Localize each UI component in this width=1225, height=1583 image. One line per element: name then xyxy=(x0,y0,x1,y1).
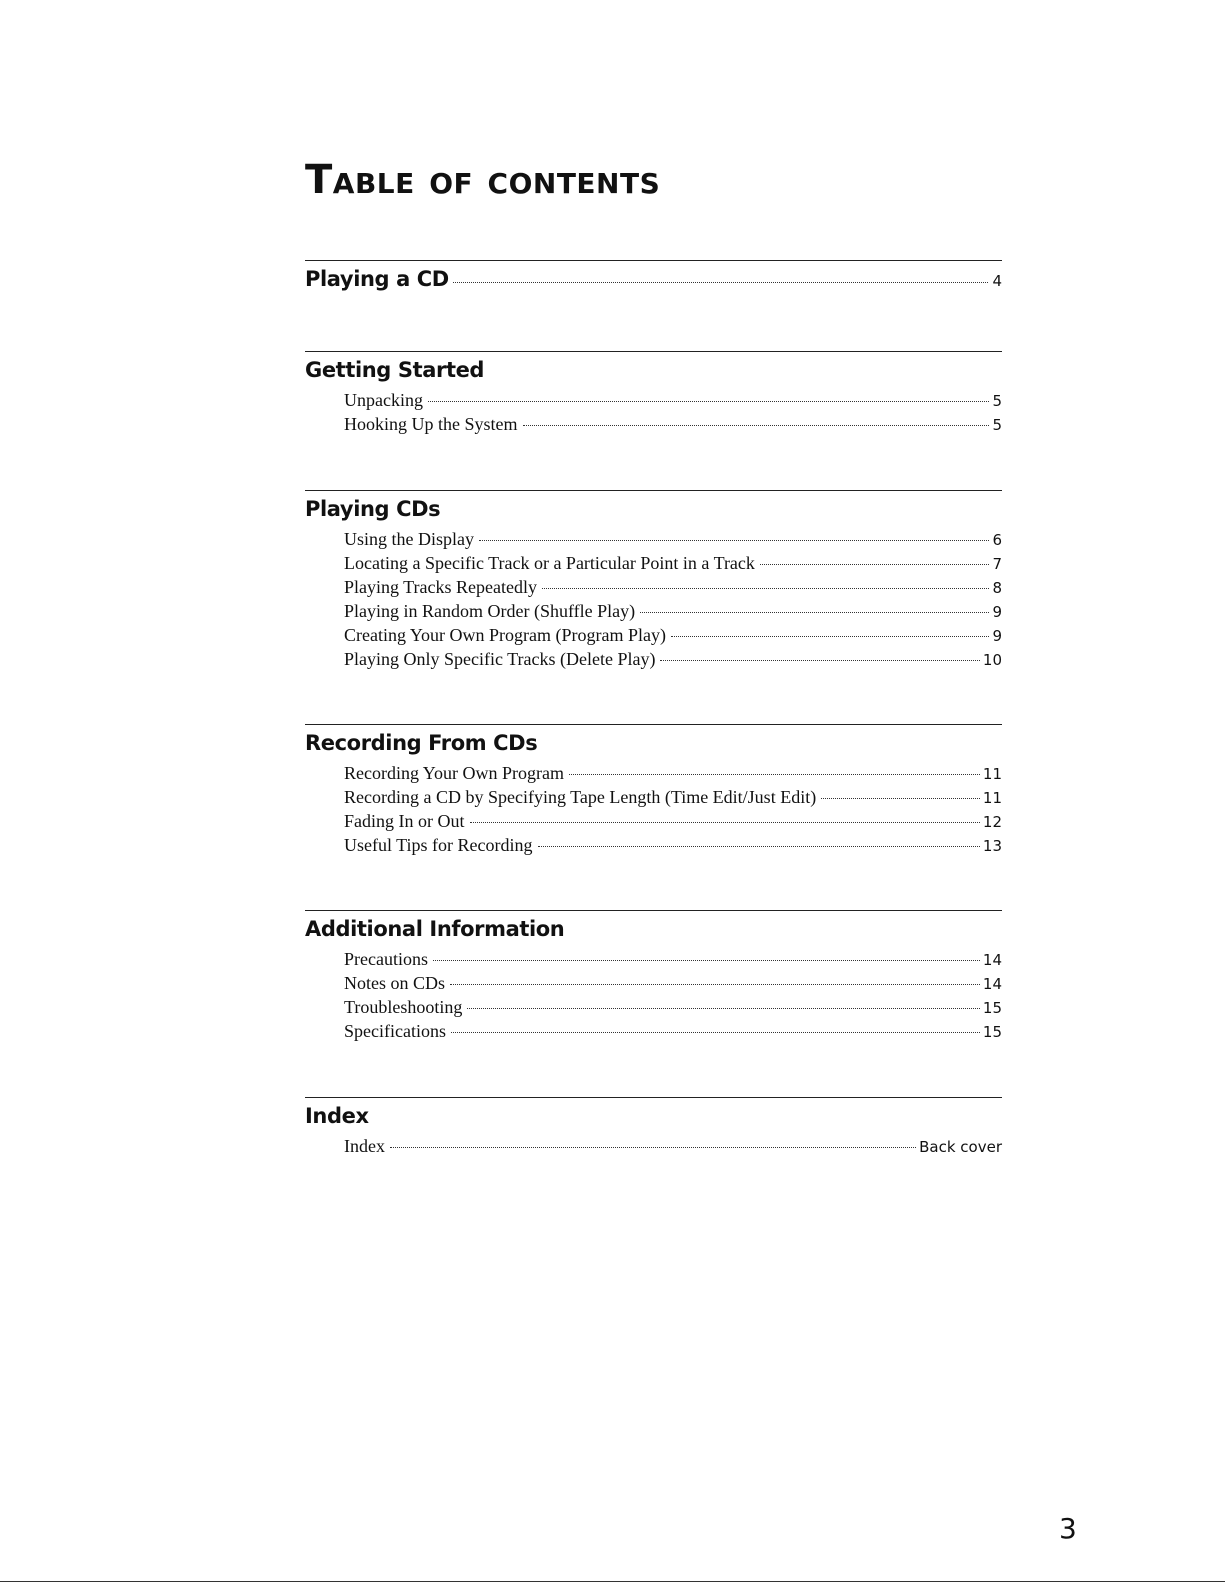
toc-entry[interactable] xyxy=(344,647,1002,671)
page-title: Table of contents xyxy=(305,157,661,203)
section-divider xyxy=(305,260,1002,261)
page-number: 9 xyxy=(992,627,1002,645)
page-number: 13 xyxy=(982,837,1002,855)
page-bottom-edge xyxy=(0,1581,1225,1582)
page-number: 6 xyxy=(992,531,1002,549)
toc-entry[interactable] xyxy=(344,761,1002,785)
page-number: 15 xyxy=(982,1023,1002,1041)
dot-leader xyxy=(569,774,980,775)
entry-title: Locating a Specific Track or a Particular Point in a Track xyxy=(344,553,755,573)
toc-entry[interactable] xyxy=(344,412,1002,436)
page-number: 5 xyxy=(992,392,1002,410)
toc-row-playing-a-cd[interactable] xyxy=(305,267,1002,291)
page-number: 7 xyxy=(992,555,1002,573)
toc-entry[interactable] xyxy=(344,1134,1002,1158)
entry-title: Useful Tips for Recording xyxy=(344,835,533,855)
page-number: 15 xyxy=(982,999,1002,1017)
dot-leader xyxy=(467,1008,980,1009)
entry-title: Fading In or Out xyxy=(344,811,465,831)
toc-entry[interactable] xyxy=(344,971,1002,995)
section-heading: Playing CDs xyxy=(305,497,441,521)
section-heading: Playing a CD xyxy=(305,267,449,291)
toc-entry[interactable] xyxy=(344,388,1002,412)
entry-title: Notes on CDs xyxy=(344,973,446,993)
entry-title: Unpacking xyxy=(344,390,423,410)
entry-list xyxy=(305,1134,1002,1158)
toc-entry[interactable] xyxy=(344,995,1002,1019)
dot-leader xyxy=(453,282,989,283)
toc-section-playing-cds xyxy=(305,490,1002,671)
page-number: Back cover xyxy=(919,1138,1002,1156)
dot-leader xyxy=(660,660,979,661)
toc-entry[interactable] xyxy=(344,1019,1002,1043)
entry-title: Playing Only Specific Tracks (Delete Play) xyxy=(344,649,656,669)
entry-title: Precautions xyxy=(344,949,428,969)
toc-entry[interactable] xyxy=(344,623,1002,647)
entry-title: Specifications xyxy=(344,1021,446,1041)
section-heading: Getting Started xyxy=(305,358,485,382)
section-divider xyxy=(305,910,1002,911)
page-folio: 3 xyxy=(1059,1512,1077,1545)
page-number: 8 xyxy=(992,579,1002,597)
page-number: 12 xyxy=(982,813,1002,831)
page-number: 5 xyxy=(992,416,1002,434)
page-number: 9 xyxy=(992,603,1002,621)
dot-leader xyxy=(640,612,989,613)
page-number: 14 xyxy=(982,951,1002,969)
entry-title: Recording a CD by Specifying Tape Length (Time Edit/Just Edit) xyxy=(344,787,817,807)
toc-entry[interactable] xyxy=(344,833,1002,857)
entry-title: Recording Your Own Program xyxy=(344,763,564,783)
dot-leader xyxy=(433,960,980,961)
entry-title: Playing Tracks Repeatedly xyxy=(344,577,537,597)
dot-leader xyxy=(450,984,980,985)
toc-section-playing-a-cd xyxy=(305,260,1002,291)
toc-entry[interactable] xyxy=(344,785,1002,809)
toc-section-getting-started xyxy=(305,351,1002,436)
section-divider xyxy=(305,1097,1002,1098)
toc-section-index xyxy=(305,1097,1002,1158)
toc-entry[interactable] xyxy=(344,551,1002,575)
entry-list xyxy=(305,947,1002,1043)
dot-leader xyxy=(479,540,989,541)
dot-leader xyxy=(390,1147,916,1148)
toc-entry[interactable] xyxy=(344,599,1002,623)
entry-title: Index xyxy=(344,1136,385,1156)
dot-leader xyxy=(760,564,990,565)
page-number: 11 xyxy=(982,789,1002,807)
entry-list xyxy=(305,527,1002,671)
entry-title: Creating Your Own Program (Program Play) xyxy=(344,625,666,645)
page-number: 14 xyxy=(982,975,1002,993)
dot-leader xyxy=(451,1032,980,1033)
section-divider xyxy=(305,724,1002,725)
dot-leader xyxy=(523,425,990,426)
dot-leader xyxy=(428,401,989,402)
toc-section-additional-information xyxy=(305,910,1002,1043)
page-number: 10 xyxy=(982,651,1002,669)
dot-leader xyxy=(821,798,980,799)
entry-title: Playing in Random Order (Shuffle Play) xyxy=(344,601,636,621)
page-number: 11 xyxy=(982,765,1002,783)
toc-entry[interactable] xyxy=(344,575,1002,599)
section-divider xyxy=(305,351,1002,352)
dot-leader xyxy=(671,636,989,637)
entry-title: Troubleshooting xyxy=(344,997,463,1017)
entry-title: Hooking Up the System xyxy=(344,414,518,434)
section-heading: Recording From CDs xyxy=(305,731,538,755)
dot-leader xyxy=(542,588,989,589)
section-heading: Additional Information xyxy=(305,917,565,941)
entry-title: Using the Display xyxy=(344,529,474,549)
dot-leader xyxy=(538,846,980,847)
toc-entry[interactable] xyxy=(344,527,1002,551)
toc-entry[interactable] xyxy=(344,947,1002,971)
entry-list xyxy=(305,761,1002,857)
dot-leader xyxy=(470,822,980,823)
page-number: 4 xyxy=(992,272,1002,290)
section-divider xyxy=(305,490,1002,491)
toc-entry[interactable] xyxy=(344,809,1002,833)
toc-section-recording-from-cds xyxy=(305,724,1002,857)
section-heading: Index xyxy=(305,1104,369,1128)
entry-list xyxy=(305,388,1002,436)
